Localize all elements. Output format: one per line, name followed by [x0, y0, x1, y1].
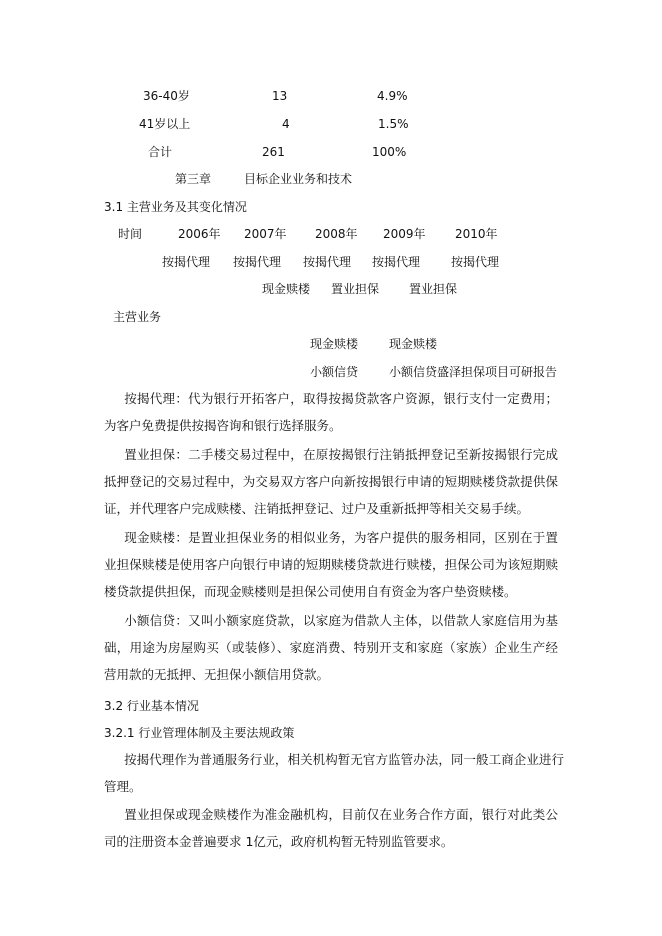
business-cell: 置业担保 — [331, 282, 380, 296]
section-heading: 3.1 主营业务及其变化情况 — [104, 200, 247, 214]
year-cell: 2010年 — [455, 227, 498, 241]
business-cell: 小额信贷盛泽担保项目可研报告 — [389, 365, 558, 379]
time-label: 时间 — [118, 227, 143, 241]
count-cell: 261 — [262, 145, 285, 159]
paragraph-agency — [104, 385, 558, 439]
business-cell: 现金赎楼 — [389, 337, 438, 351]
business-cell: 按揭代理 — [303, 255, 352, 269]
year-cell: 2008年 — [315, 227, 358, 241]
paragraph-microloan — [104, 607, 558, 688]
main-business-label: 主营业务 — [113, 310, 162, 324]
business-cell: 现金赎楼 — [310, 337, 359, 351]
paragraph-guarantee — [104, 441, 558, 522]
year-cell: 2007年 — [244, 227, 287, 241]
count-cell: 4 — [282, 117, 290, 131]
age-cell: 41岁以上 — [139, 117, 191, 131]
chapter-title: 目标企业业务和技术 — [244, 172, 353, 186]
paragraph-redemption — [104, 524, 558, 605]
pct-cell: 4.9% — [377, 89, 408, 103]
year-cell: 2006年 — [178, 227, 221, 241]
business-cell: 小额信贷 — [310, 365, 359, 379]
chapter-number: 第三章 — [175, 172, 212, 186]
paragraph-text: 小额信贷：又叫小额家庭贷款，以家庭为借款人主体，以借款人家庭信用为基础，用途为房屋购买（或装修）、家庭消费、特别开支和家庭（家族）企业生产经营用款的无抵押、无担保小额信用贷款。 — [104, 613, 558, 682]
section-heading: 3.2 行业基本情况 — [104, 699, 199, 713]
business-cell: 按揭代理 — [372, 255, 421, 269]
subsection-heading: 3.2.1 行业管理体制及主要法规政策 — [104, 726, 295, 740]
age-cell: 36-40岁 — [143, 89, 190, 103]
paragraph-capital — [104, 801, 558, 855]
year-cell: 2009年 — [383, 227, 426, 241]
business-cell: 按揭代理 — [233, 255, 282, 269]
pct-cell: 1.5% — [378, 117, 409, 131]
paragraph-text: 按揭代理：代为银行开拓客户，取得按揭贷款客户资源，银行支付一定费用；为客户免费提供按揭咨询和银行选择服务。 — [104, 391, 558, 433]
business-cell: 按揭代理 — [451, 255, 500, 269]
paragraph-text: 按揭代理作为普通服务行业，相关机构暂无官方监管办法，同一般工商企业进行管理。 — [104, 752, 564, 794]
age-cell: 合计 — [148, 145, 173, 159]
business-cell: 置业担保 — [409, 282, 458, 296]
count-cell: 13 — [272, 89, 288, 103]
paragraph-text: 置业担保：二手楼交易过程中，在原按揭银行注销抵押登记至新按揭银行完成抵押登记的交易过程中，为交易双方客户向新按揭银行申请的短期赎楼贷款提供保证，并代理客户完成赎楼、注销抵押登记、过户及重新抵押等相关交易手续。 — [104, 447, 558, 516]
paragraph-text: 现金赎楼：是置业担保业务的相似业务，为客户提供的服务相同，区别在于置业担保赎楼是使用客户向银行申请的短期赎楼贷款进行赎楼，担保公司为该短期赎楼贷款提供担保，而现金赎楼则是担保公司使用自有资金为客户垫资赎楼。 — [104, 530, 558, 599]
business-cell: 按揭代理 — [162, 255, 211, 269]
pct-cell: 100% — [372, 145, 407, 159]
paragraph-text: 置业担保或现金赎楼作为准金融机构，目前仅在业务合作方面，银行对此类公司的注册资本金普遍要求 1亿元，政府机构暂无特别监管要求。 — [104, 807, 558, 849]
paragraph-regulation — [104, 746, 564, 800]
business-cell: 现金赎楼 — [262, 282, 311, 296]
